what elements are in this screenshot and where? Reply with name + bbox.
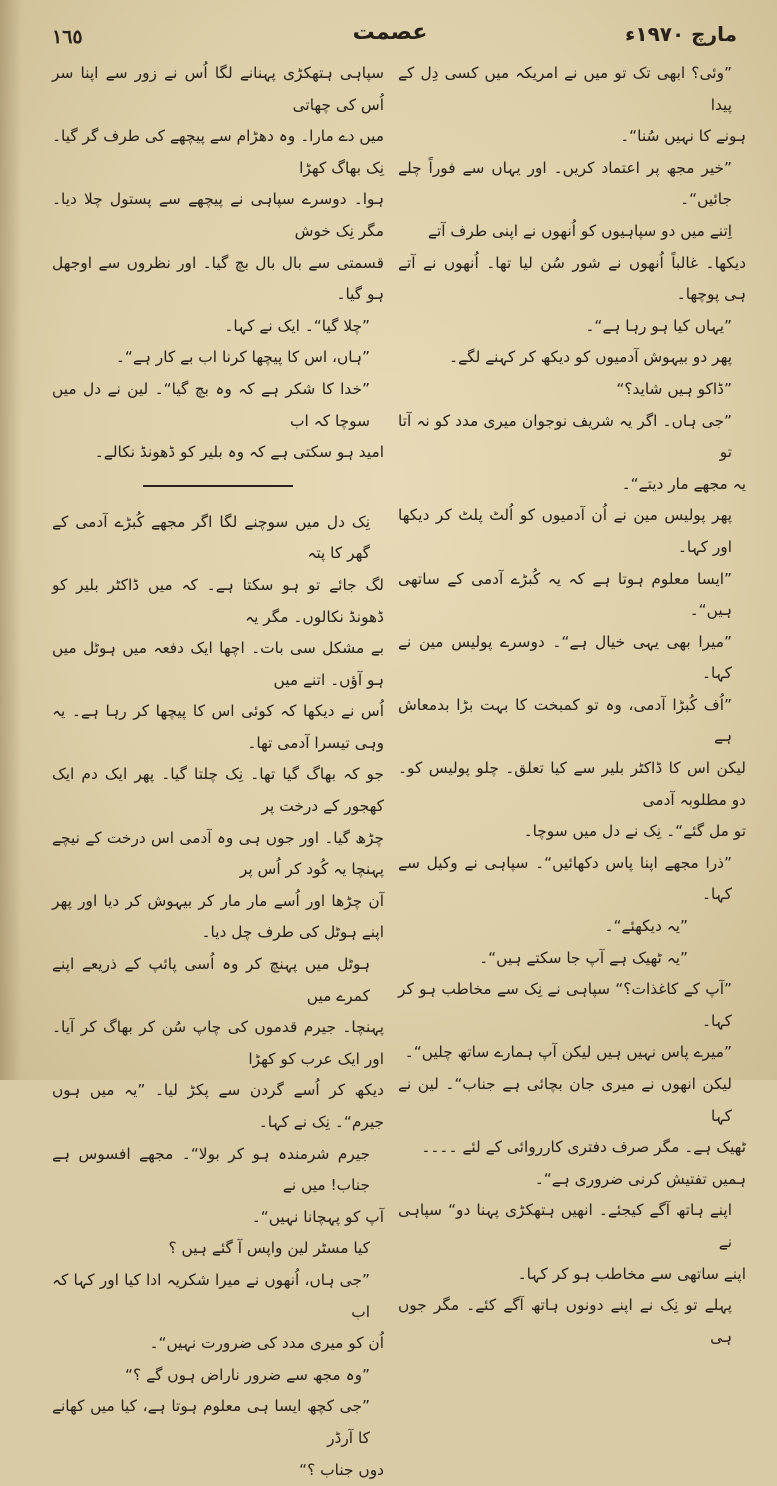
text-line: ”جی ہاں۔ اگر یہ شریف نوجوان میری مدد کو نہ آتا تو xyxy=(398,411,732,462)
issue-date: مارچ ١٩٧٠ء xyxy=(625,22,737,46)
text-line: آن چڑھا اور اُسے مار مار کر بیہوش کر دیا اور پھر اپنے ہوٹل کی طرف چل دیا۔ xyxy=(52,891,384,942)
text-line: اپنے ساتھی سے مخاطب ہو کر کہا۔ xyxy=(517,1264,746,1283)
text-line: پھر پولیس مین نے اُن آدمیوں کو اُلٹ پلٹ کر دیکھا اور کہا۔ xyxy=(398,506,732,556)
text-line: لیکن انھوں نے میری جان بچائی ہے جناب“۔ لین نے کہا xyxy=(398,1075,732,1125)
text-line: ”وئی؟ ابھی تک تو میں نے امریکہ میں کسی دِل کے پیدا xyxy=(398,64,732,114)
text-line: اُن کو میری مدد کی ضرورت نہیں“۔ xyxy=(149,1334,384,1353)
text-line: یہ مجھے مار دیتے“۔ xyxy=(621,474,746,493)
text-line: ”اُف کُبڑا آدمی، وہ تو کمبخت کا بہت بڑا بدمعاش ہے xyxy=(398,695,732,746)
text-line: چڑھ گیا۔ اور جوں ہی وہ آدمی اس درخت کے نیچے پہنچا یہ کُود کر اُس پر xyxy=(52,828,384,879)
right-column xyxy=(398,58,746,1353)
text-line: پھر دو بیہوش آدمیوں کو دیکھ کر کہنے لگے۔ xyxy=(449,348,732,367)
text-line: پہنچا۔ جیرم قدموں کی چاپ سُن کر بھاگ کر آیا۔ اور ایک عرب کو کھڑا xyxy=(52,1018,384,1068)
text-line: ”ایسا معلوم ہوتا ہے کہ یہ کُبڑے آدمی کے ساتھی ہیں“۔ xyxy=(398,569,732,620)
text-line: نِک دل میں سوچنے لگا اگر مجھے کُبڑے آدمی کے گھر کا پتہ xyxy=(52,512,370,563)
text-line: سپاہی ہتھکڑی پہنانے لگا اُس نے زور سے اپنا سر اُس کی چھاتی xyxy=(52,64,384,114)
left-column xyxy=(52,58,384,1486)
text-line: ”یہ ٹھیک ہے آپ جا سکتے ہیں“۔ xyxy=(479,948,688,967)
text-line: ”ہاں، اس کا پیچھا کرنا اب بے کار ہے“۔ xyxy=(115,348,370,367)
text-line: ”وہ مجھ سے ضرور ناراض ہوں گے ؟“ xyxy=(125,1365,370,1384)
text-line: ”ڈاکو ہیں شاید؟“ xyxy=(616,379,732,398)
text-line: اِتنے میں دو سپاہیوں کو اُنھوں نے اپنی طرف آتے xyxy=(427,221,732,240)
text-line: ٹھیک ہے۔ مگر صرف دفتری کارروائی کے لئے ۔۔۔۔ xyxy=(421,1138,746,1157)
text-line: جو کہ بھاگ گیا تھا۔ نِک چلتا گیا۔ پھر ایک دم ایک کھجور کے درخت پر xyxy=(52,765,384,816)
text-line: کیا مسٹر لین واپس آ گئے ہیں ؟ xyxy=(168,1239,370,1258)
text-line: لیکن اس کا ڈاکٹر بلیر سے کیا تعلق۔ چلو پولیس کو۔ دو مطلوبہ آدمی xyxy=(398,759,746,809)
text-line: ہونے کا نہیں سُنا“۔ xyxy=(620,127,746,146)
text-line: ”چلا گیا“۔ ایک نے کہا۔ xyxy=(224,316,370,335)
text-line: ”میرے پاس نہیں ہیں لیکن آپ ہمارے ساتھ چلیں“۔ xyxy=(404,1043,732,1062)
text-line: ”میرا بھی یہی خیال ہے“۔ دوسرے پولیس مین نے کہا۔ xyxy=(398,632,732,683)
text-line: دیکھ کر اُسے گردن سے پکڑ لیا۔ ”یہ میں ہوں جیرم“۔ نِک نے کہا۔ xyxy=(52,1081,384,1131)
magazine-title: عصمت xyxy=(352,20,428,45)
text-line: دیکھا۔ غالباً اُنھوں نے شور سُن لیا تھا۔ اُنھوں نے آتے ہی پوچھا۔ xyxy=(398,253,746,304)
section-divider xyxy=(143,485,293,487)
text-line: ”یہاں کیا ہو رہا ہے“۔ xyxy=(585,316,732,335)
text-line: جیرم شرمندہ ہو کر بولا“۔ مجھے افسوس ہے جناب! میں نے xyxy=(52,1144,370,1195)
text-line: اپنے ہاتھ آگے کیجئے۔ انھیں ہتھکڑی پہنا دو“ سپاہی نے xyxy=(398,1201,732,1251)
text-line: ”جی ہاں، اُنھوں نے میرا شکریہ ادا کیا اور کہا کہ اب xyxy=(52,1270,370,1321)
text-line: لگ جائے تو ہو سکتا ہے۔ کہ میں ڈاکٹر بلیر کو ڈھونڈ نکالوں۔ مگر یہ xyxy=(52,575,384,626)
text-line: ”آپ کے کاغذات؟“ سپاہی نے نِک سے مخاطب ہو کر کہا۔ xyxy=(398,980,732,1030)
text-line: آپ کو پہچانا نہیں“۔ xyxy=(251,1207,384,1226)
text-line: امید ہو سکتی ہے کہ وہ بلیر کو ڈھونڈ نکالے۔ xyxy=(94,443,384,462)
text-line: قسمتی سے بال بال بچ گیا۔ اور نظروں سے اوجھل ہو گیا۔ xyxy=(52,253,384,304)
page-number: ١٦٥ xyxy=(52,26,83,48)
text-line: اُس نے دیکھا کہ کوئی اس کا پیچھا کر رہا ہے۔ یہ وہی تیسرا آدمی تھا۔ xyxy=(52,702,384,752)
text-line: ”جی کچھ ایسا ہی معلوم ہوتا ہے، کیا میں کھانے کا آرڈر xyxy=(52,1397,370,1447)
text-line: تو مل گئے“۔ نِک نے دل میں سوچا۔ xyxy=(523,822,746,841)
text-line: ہوا۔ دوسرے سپاہی نے پیچھے سے پستول چلا دیا۔ مگر نِک خوش xyxy=(52,190,384,240)
page-edge-shadow xyxy=(0,0,22,1080)
text-line: ”خدا کا شکر ہے کہ وہ بچ گیا“۔ لین نے دل میں سوچا کہ اب xyxy=(52,379,370,430)
text-line: دوں جناب ؟“ xyxy=(299,1460,384,1479)
text-line: میں دے مارا۔ وہ دھڑام سے پیچھے کی طرف گر گیا۔ نِک بھاگ کھڑا xyxy=(51,127,384,177)
text-line: ”خیر مجھ پر اعتماد کریں۔ اور یہاں سے فوراً چلے جائیں“۔ xyxy=(398,158,732,209)
text-line: ہمیں تفتیش کرنی ضروری ہے“۔ xyxy=(534,1169,746,1188)
text-line: پہلے تو نِک نے اپنے دونوں ہاتھ آگے کئے۔ مگر جوں ہی xyxy=(398,1296,732,1346)
text-line: بے مشکل سی بات۔ اچھا ایک دفعہ میں ہوٹل میں ہو آؤں۔ اتنے میں xyxy=(52,639,384,689)
page-header xyxy=(0,0,777,56)
text-line: ”یہ دیکھئے“۔ xyxy=(604,917,688,936)
text-line: ہوٹل میں پہنچ کر وہ اُسی پائپ کے ذریعے اپنے کمرے میں xyxy=(52,955,370,1005)
text-line: ”ذرا مجھے اپنا پاس دکھائیں“۔ سپاہی نے وکیل سے کہا۔ xyxy=(398,853,732,904)
